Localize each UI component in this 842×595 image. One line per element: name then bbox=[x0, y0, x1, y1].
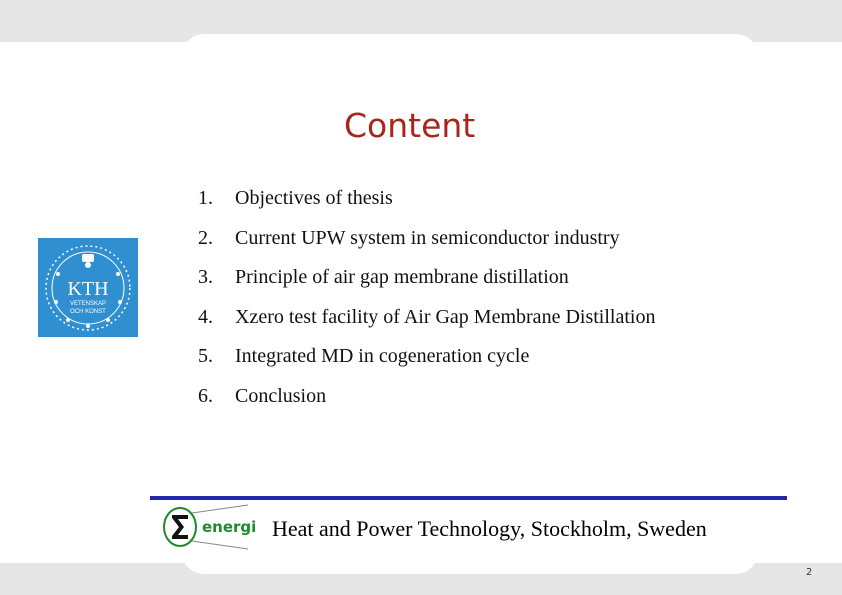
slide-title: Content bbox=[344, 106, 476, 145]
list-item-text: Integrated MD in cogeneration cycle bbox=[235, 345, 530, 368]
list-item-text: Principle of air gap membrane distillation bbox=[235, 266, 569, 289]
list-item-number: 3. bbox=[198, 266, 213, 289]
kth-logo-text: KTH bbox=[67, 278, 109, 300]
list-item-text: Conclusion bbox=[235, 384, 327, 407]
energi-logo-icon bbox=[162, 505, 257, 549]
list-item-number: 1. bbox=[198, 187, 213, 209]
list-item bbox=[198, 380, 655, 420]
list-item-text: Objectives of thesis bbox=[235, 187, 393, 209]
list-item-number: 5. bbox=[198, 345, 213, 368]
list-item bbox=[198, 182, 655, 222]
kth-logo-subtext: OCH KONST bbox=[70, 309, 106, 315]
footer-text: Heat and Power Technology, Stockholm, Sweden bbox=[272, 516, 707, 541]
kth-logo-subtext: VETENSKAP bbox=[69, 301, 107, 307]
footer-divider bbox=[150, 496, 787, 500]
list-item-number: 4. bbox=[198, 305, 213, 328]
page-number: 2 bbox=[806, 567, 813, 578]
list-item bbox=[198, 261, 655, 301]
list-item-text: Xzero test facility of Air Gap Membrane Distillation bbox=[235, 305, 656, 328]
list-item-text: Current UPW system in semiconductor industry bbox=[235, 226, 620, 249]
energi-logo-text: energi bbox=[202, 518, 257, 536]
list-item bbox=[198, 222, 655, 262]
kth-logo-icon bbox=[38, 238, 138, 337]
list-item bbox=[198, 340, 655, 380]
list-item-number: 6. bbox=[198, 384, 213, 407]
list-item bbox=[198, 301, 655, 341]
list-item-number: 2. bbox=[198, 226, 213, 249]
content-list bbox=[198, 182, 655, 420]
